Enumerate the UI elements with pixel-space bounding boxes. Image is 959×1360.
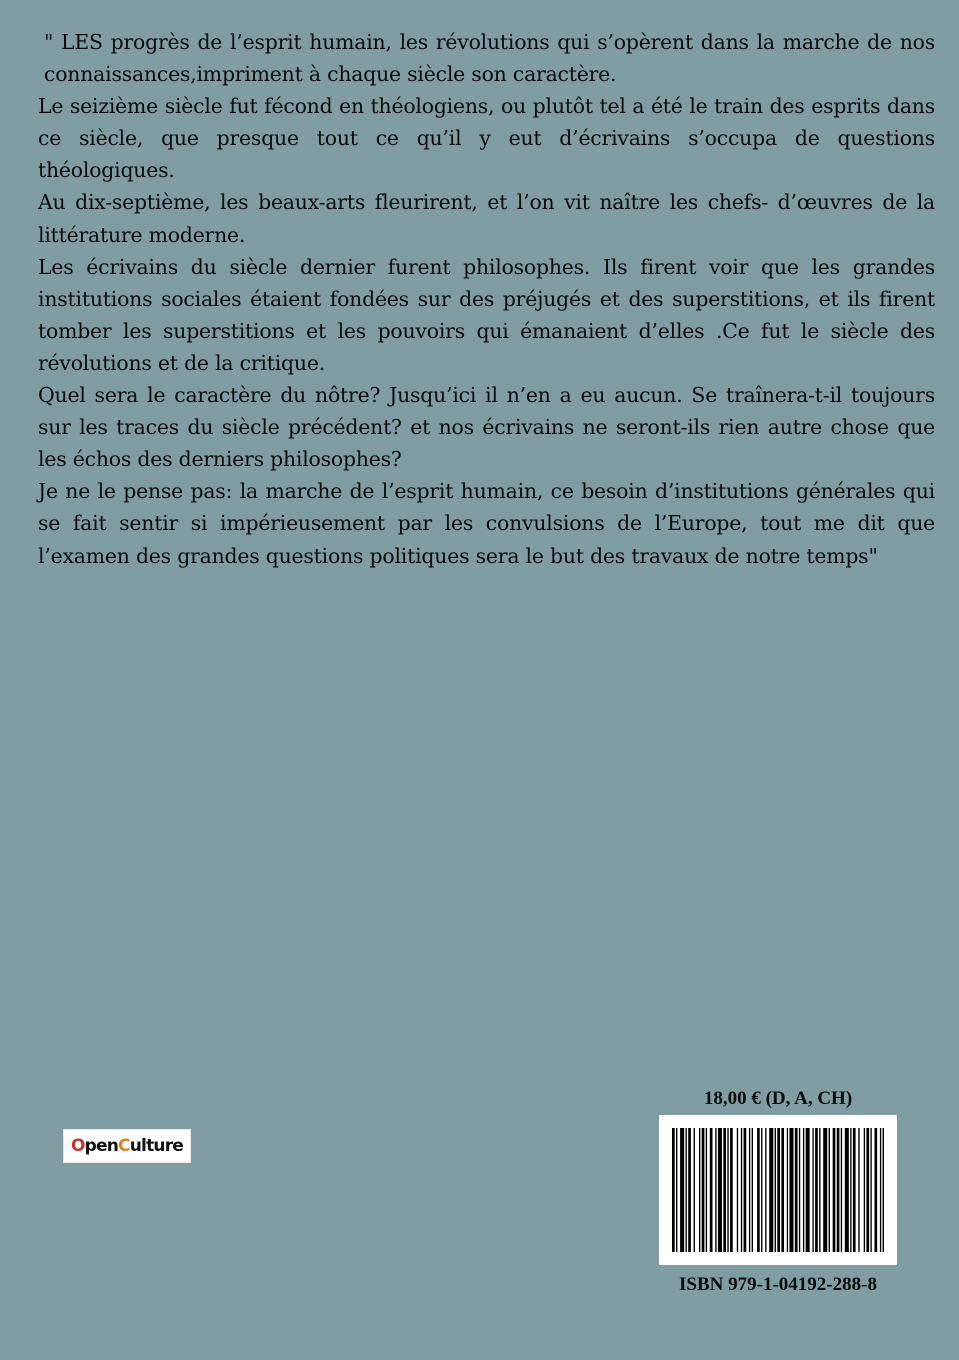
barcode-bar bbox=[803, 1128, 804, 1252]
barcode-bar bbox=[686, 1128, 687, 1252]
blurb-paragraph-5: Quel sera le caractère du nôtre? Jusqu’ici il n’en a eu aucun. Se traînera-t-il toujours sur les traces du siècle précédent? et nos écrivains ne seront-ils rien autre chose que les échos des derniers philosophes? bbox=[38, 383, 935, 472]
barcode-bar bbox=[757, 1128, 760, 1252]
barcode-bar bbox=[777, 1128, 780, 1252]
barcode-bar bbox=[730, 1128, 733, 1252]
barcode-bar bbox=[718, 1128, 722, 1252]
barcode-bar bbox=[829, 1128, 830, 1252]
barcode-bar bbox=[688, 1128, 691, 1252]
barcode-bar bbox=[799, 1128, 800, 1252]
barcode-bar bbox=[823, 1128, 827, 1252]
barcode-bar bbox=[775, 1128, 776, 1252]
barcode-bar bbox=[883, 1128, 884, 1252]
barcode-bar bbox=[845, 1128, 849, 1252]
logo-letter-o: O bbox=[70, 1136, 85, 1156]
barcode-bar bbox=[875, 1128, 878, 1252]
barcode-bar bbox=[741, 1128, 742, 1252]
isbn-label: ISBN 979-1-04192-288-8 bbox=[679, 1274, 877, 1295]
barcode-bar bbox=[795, 1128, 798, 1252]
barcode-bar bbox=[727, 1128, 728, 1252]
barcode-bar bbox=[812, 1128, 813, 1252]
barcode-bar bbox=[744, 1128, 747, 1252]
barcode-bar bbox=[864, 1128, 865, 1252]
logo-text-pen: pen bbox=[84, 1136, 119, 1156]
barcode-bar bbox=[737, 1128, 738, 1252]
barcode-bar bbox=[676, 1128, 677, 1252]
barcode-bar bbox=[858, 1128, 859, 1252]
barcode-bar bbox=[819, 1128, 820, 1252]
barcode-bar bbox=[787, 1128, 788, 1252]
barcode-bar bbox=[833, 1128, 836, 1252]
barcode-bar bbox=[769, 1128, 773, 1252]
barcode-bar bbox=[761, 1128, 762, 1252]
blurb-paragraph-6: Je ne le pense pas: la marche de l’esprit humain, ce besoin d’institutions générales qui se fait sentir si impérieusement par les convulsions de l’Europe, tout me dit que l’examen des grandes questions politiques sera le but des travaux de notre temps" bbox=[38, 479, 935, 568]
barcode bbox=[659, 1115, 897, 1265]
barcode-bar bbox=[723, 1128, 726, 1252]
barcode-bar bbox=[699, 1128, 700, 1252]
logo-text-ulture: ulture bbox=[129, 1136, 184, 1156]
barcode-bar bbox=[870, 1128, 871, 1252]
barcode-bar bbox=[672, 1128, 675, 1252]
barcode-bar bbox=[715, 1128, 716, 1252]
barcode-bar bbox=[680, 1128, 684, 1252]
barcode-bar bbox=[815, 1128, 818, 1252]
barcode-bar bbox=[789, 1128, 793, 1252]
barcode-bar bbox=[765, 1128, 766, 1252]
barcode-bar bbox=[706, 1128, 707, 1252]
publisher-logo bbox=[63, 1129, 191, 1163]
barcode-bar bbox=[866, 1128, 869, 1252]
blurb-paragraph-2: Le seizième siècle fut fécond en théologiens, ou plutôt tel a été le train des esprits dans ce siècle, que presque tout ce qu’il y eut d’écrivains s’occupa de questions théologiques. bbox=[38, 94, 935, 183]
barcode-bar bbox=[853, 1128, 856, 1252]
blurb-paragraph-3: Au dix-septième, les beaux-arts fleurirent, et l’on vit naître les chefs- d’œuvres de la littérature moderne. bbox=[38, 190, 935, 247]
barcode-bar bbox=[749, 1128, 750, 1252]
blurb-paragraph-4: Les écrivains du siècle dernier furent philosophes. Ils firent voir que les grandes institutions sociales étaient fondées sur des préjugés et des superstitions, et ils firent tomber les superstitions et les pouvoirs qui émanaient d’elles .Ce fut le siècle des révolutions et de la critique. bbox=[38, 254, 935, 375]
barcode-bar bbox=[781, 1128, 784, 1252]
barcode-bar bbox=[837, 1128, 840, 1252]
barcode-bar bbox=[752, 1128, 753, 1252]
price-label: 18,00 € (D, A, CH) bbox=[703, 1088, 853, 1109]
blurb-text bbox=[38, 26, 935, 572]
barcode-bars bbox=[672, 1128, 884, 1252]
barcode-bar bbox=[806, 1128, 810, 1252]
barcode-bar bbox=[850, 1128, 851, 1252]
barcode-bar bbox=[694, 1128, 695, 1252]
logo-letter-c: C bbox=[118, 1136, 130, 1156]
barcode-bar bbox=[702, 1128, 705, 1252]
barcode-bar bbox=[841, 1128, 842, 1252]
barcode-bar bbox=[880, 1128, 881, 1252]
blurb-paragraph-1: " LES progrès de l’esprit humain, les révolutions qui s’opèrent dans la marche de nos connaissances,impriment à chaque siècle son caractère. bbox=[44, 30, 935, 87]
barcode-bar bbox=[710, 1128, 713, 1252]
